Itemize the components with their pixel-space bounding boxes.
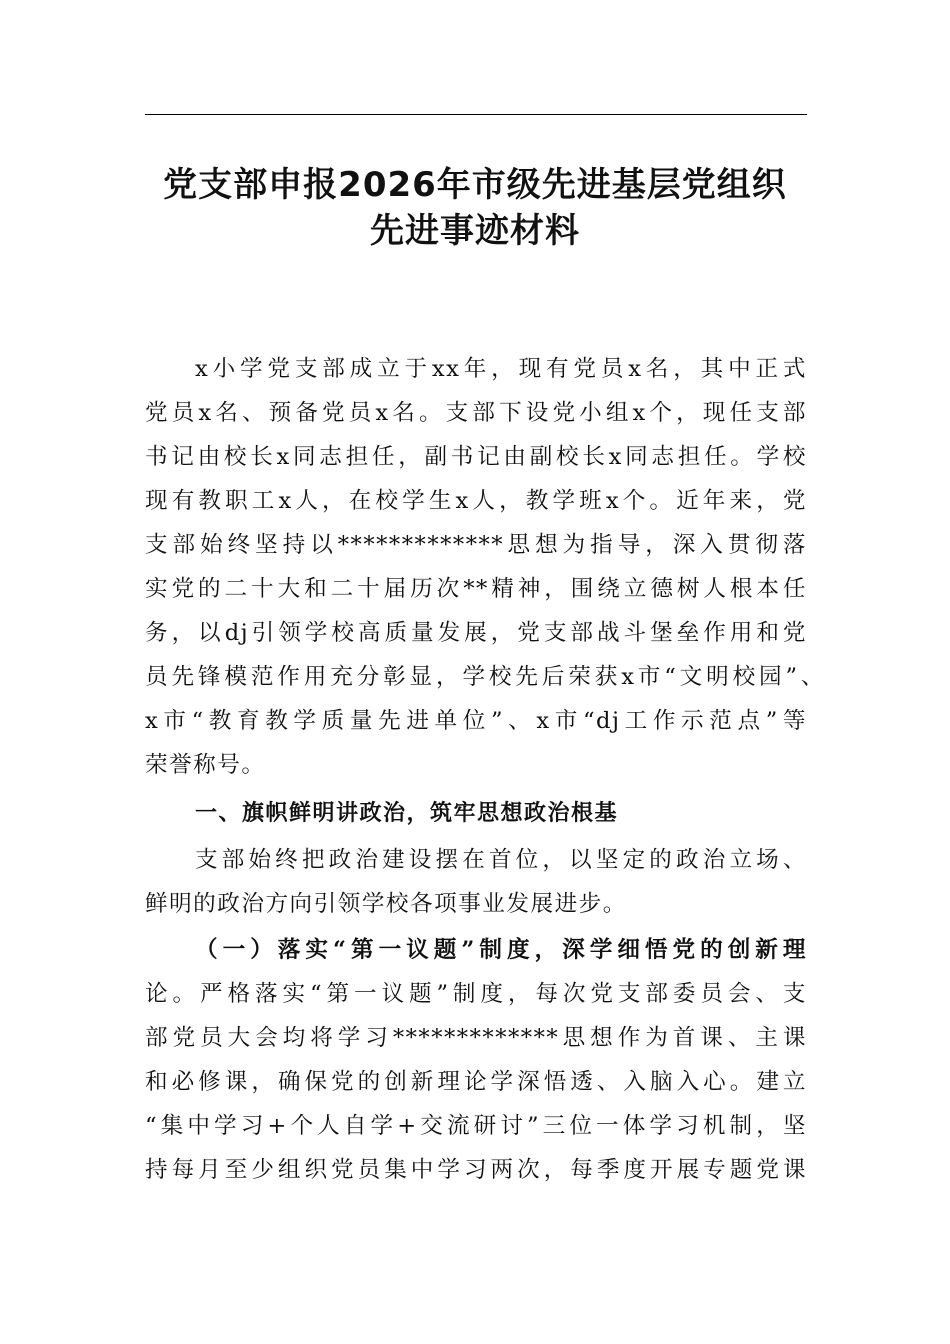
body-line: 现有教职工x人，在校学生x人，教学班x个。近年来，党 [145, 488, 807, 514]
body-line: x市“教育教学质量先进单位”、x市“dj工作示范点”等 [145, 708, 807, 734]
document-title-line-2: 先进事迹材料 [370, 211, 580, 251]
body-line: 务，以dj引领学校高质量发展，党支部战斗堡垒作用和党 [145, 620, 807, 646]
body-line: 实党的二十大和二十届历次**精神，围绕立德树人根本任 [145, 576, 807, 602]
body-line: 持每月至少组织党员集中学习两次，每季度开展专题党课 [145, 1157, 807, 1183]
body-line: 员先锋模范作用充分彰显，学校先后荣获x市“文明校园”、 [145, 664, 825, 690]
body-line: 论。严格落实“第一议题”制度，每次党支部委员会、支 [145, 981, 807, 1007]
body-line: 和必修课，确保党的创新理论学深悟透、入脑入心。建立 [145, 1069, 807, 1095]
body-line: 支部始终把政治建设摆在首位，以坚定的政治立场、 [195, 847, 807, 873]
body-line: x小学党支部成立于xx年，现有党员x名，其中正式 [195, 356, 807, 382]
body-line: 党员x名、预备党员x名。支部下设党小组x个，现任支部 [145, 400, 807, 426]
body-line: 荣誉称号。 [145, 752, 266, 778]
document-title-line-1: 党支部申报2026年市级先进基层党组织 [163, 165, 787, 205]
header-rule [145, 114, 807, 115]
section-heading: 一、旗帜鲜明讲政治，筑牢思想政治根基 [195, 801, 619, 826]
body-line: 书记由校长x同志担任，副书记由副校长x同志担任。学校 [145, 444, 807, 470]
subsection-heading: （一）落实“第一议题”制度，深学细悟党的创新理 [195, 937, 807, 963]
body-line: 鲜明的政治方向引领学校各项事业发展进步。 [145, 891, 627, 917]
body-line: 部党员大会均将学习*************思想作为首课、主课 [145, 1025, 807, 1051]
body-line: “集中学习+个人自学+交流研讨”三位一体学习机制，坚 [145, 1113, 807, 1139]
body-line: 支部始终坚持以*************思想为指导，深入贯彻落 [145, 532, 807, 558]
